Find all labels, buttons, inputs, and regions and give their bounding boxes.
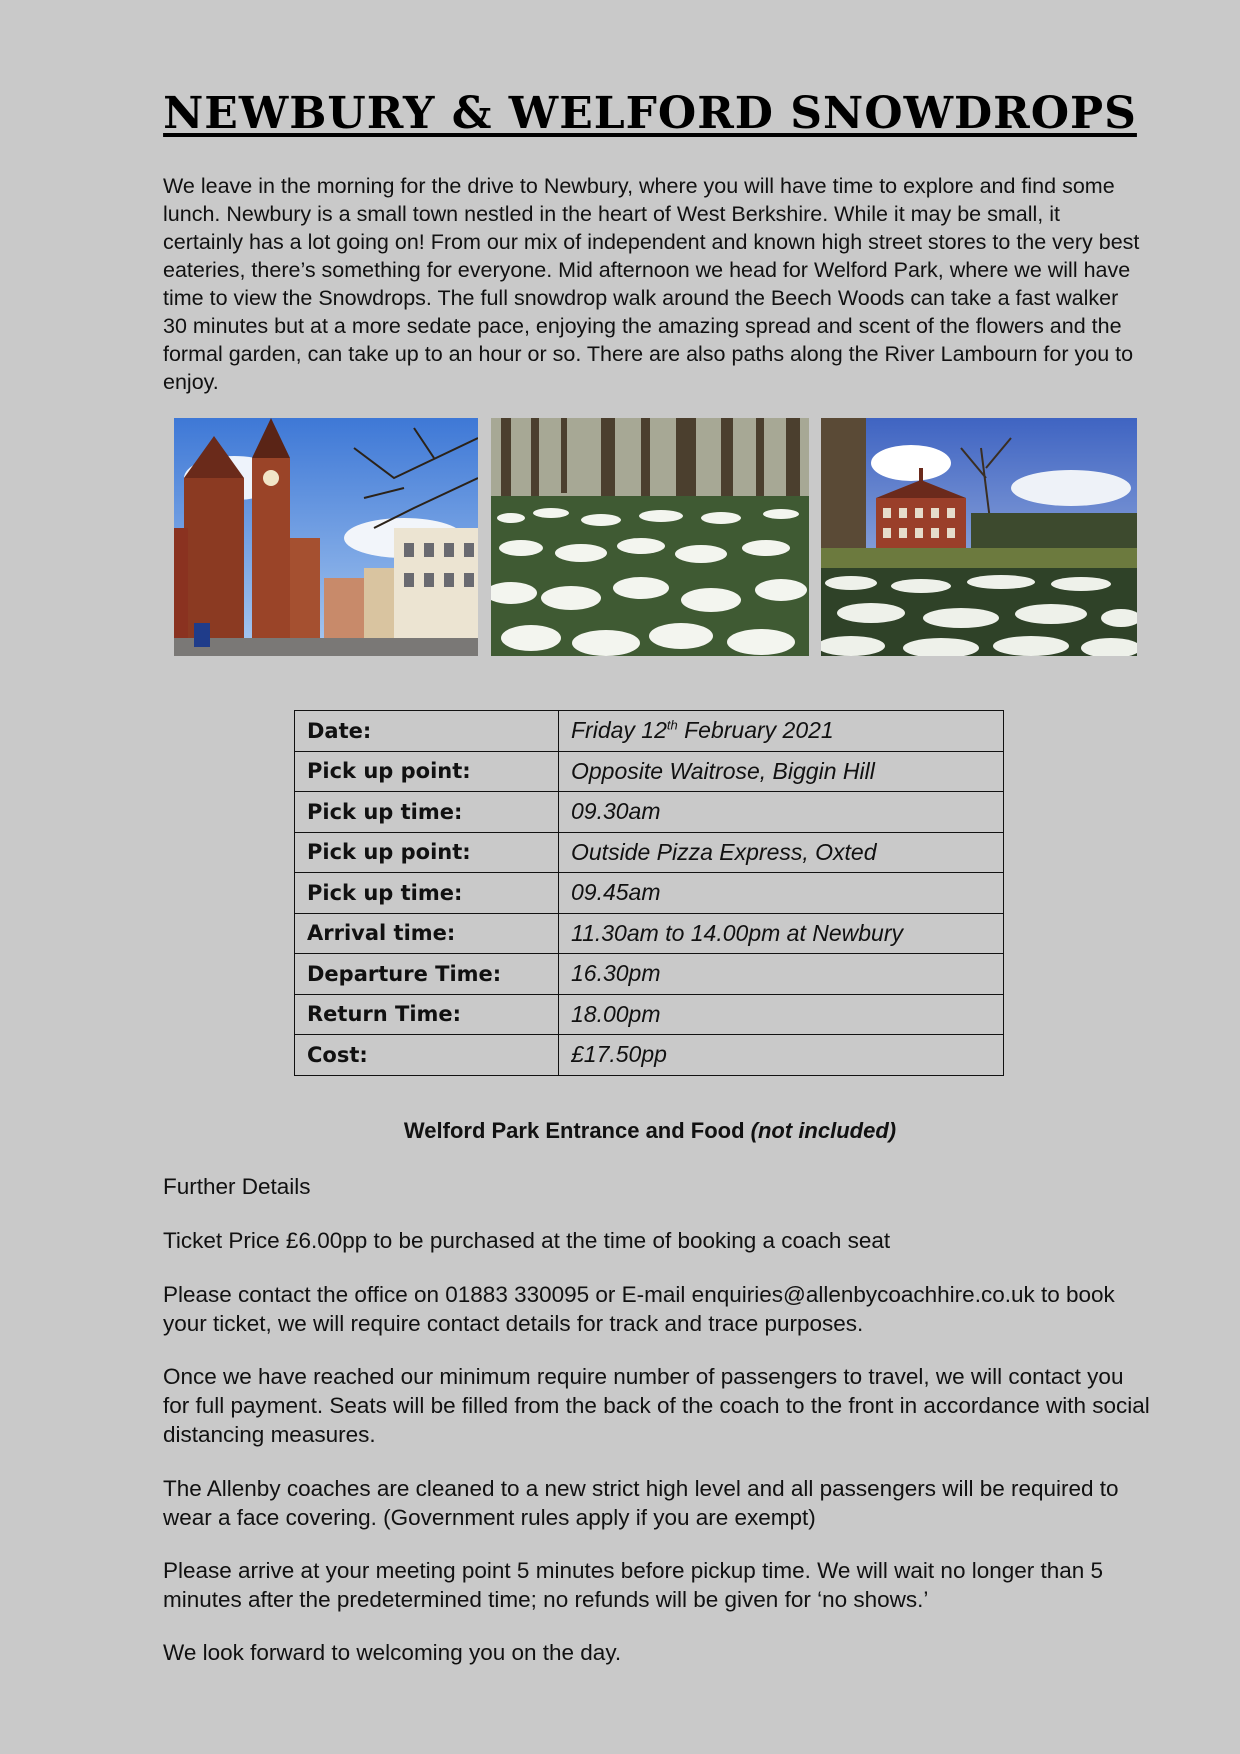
detail-label: Pick up time: xyxy=(295,792,559,833)
page-title: NEWBURY & WELFORD SNOWDROPS xyxy=(163,88,1137,139)
snowdrop-woods-photo xyxy=(491,418,809,656)
contact-paragraph: Please contact the office on 01883 330095 or E-mail enquiries@allenbycoachhire.co.uk to book your ticket, we will require contact details for track and trace purposes. xyxy=(163,1282,1115,1336)
detail-label: Date: xyxy=(295,711,559,752)
date-day: Friday 12 xyxy=(571,717,667,744)
table-row xyxy=(295,832,1004,873)
table-row xyxy=(295,994,1004,1035)
detail-value: 16.30pm xyxy=(559,954,1004,995)
town-clocktower-photo xyxy=(174,418,478,656)
detail-value-date xyxy=(559,711,1004,752)
date-suffix: th xyxy=(666,717,678,733)
cleaning-paragraph: The Allenby coaches are cleaned to a new strict high level and all passengers will be required to wear a face covering. (Government rules apply if you are exempt) xyxy=(163,1476,1119,1530)
trip-details-table xyxy=(294,710,1004,1076)
detail-value: 18.00pm xyxy=(559,994,1004,1035)
table-row xyxy=(295,1035,1004,1076)
detail-label: Return Time: xyxy=(295,994,559,1035)
detail-value: 09.30am xyxy=(559,792,1004,833)
detail-value: Outside Pizza Express, Oxted xyxy=(559,832,1004,873)
further-details-heading: Further Details xyxy=(163,1174,311,1199)
date-month-year: February 2021 xyxy=(677,717,834,744)
detail-value: Opposite Waitrose, Biggin Hill xyxy=(559,751,1004,792)
notice-emphasis: (not included) xyxy=(750,1118,897,1143)
detail-value: £17.50pp xyxy=(559,1035,1004,1076)
welford-house-photo xyxy=(821,418,1137,656)
notice-text: Welford Park Entrance and Food xyxy=(403,1118,751,1143)
table-row xyxy=(295,954,1004,995)
ticket-price-paragraph: Ticket Price £6.00pp to be purchased at the time of booking a coach seat xyxy=(163,1228,891,1253)
detail-label: Departure Time: xyxy=(295,954,559,995)
table-row xyxy=(295,873,1004,914)
detail-label: Pick up time: xyxy=(295,873,559,914)
table-row xyxy=(295,913,1004,954)
detail-label: Arrival time: xyxy=(295,913,559,954)
arrival-paragraph: Please arrive at your meeting point 5 minutes before pickup time. We will wait no longer than 5 minutes after the predetermined time; no refunds will be given for ‘no shows.’ xyxy=(163,1558,1104,1612)
detail-label: Cost: xyxy=(295,1035,559,1076)
table-row xyxy=(295,751,1004,792)
detail-label: Pick up point: xyxy=(295,832,559,873)
payment-paragraph: Once we have reached our minimum require number of passengers to travel, we will contact you for full payment. Seats will be filled from the back of the coach to the front in accordance with social distancing measures. xyxy=(163,1364,1150,1447)
closing-paragraph: We look forward to welcoming you on the day. xyxy=(163,1640,622,1665)
detail-label: Pick up point: xyxy=(295,751,559,792)
detail-value: 09.45am xyxy=(559,873,1004,914)
intro-paragraph: We leave in the morning for the drive to Newbury, where you will have time to explore and find some lunch. Newbury is a small town nestled in the heart of West Berkshire. While it may be small, it certainly has a lot going on! From our mix of independent and known high street stores to the very best eateries, there’s something for everyone. Mid afternoon we head for Welford Park, where we will have time to view the Snowdrops. The full snowdrop walk around the Beech Woods can take a fast walker 30 minutes but at a more sedate pace, enjoying the amazing spread and scent of the flowers and the formal garden, can take up to an hour or so. There are also paths along the River Lambourn for you to enjoy. xyxy=(163,174,1140,394)
table-row xyxy=(295,711,1004,752)
detail-value: 11.30am to 14.00pm at Newbury xyxy=(559,913,1004,954)
table-row xyxy=(295,792,1004,833)
not-included-notice xyxy=(0,1118,1240,1144)
